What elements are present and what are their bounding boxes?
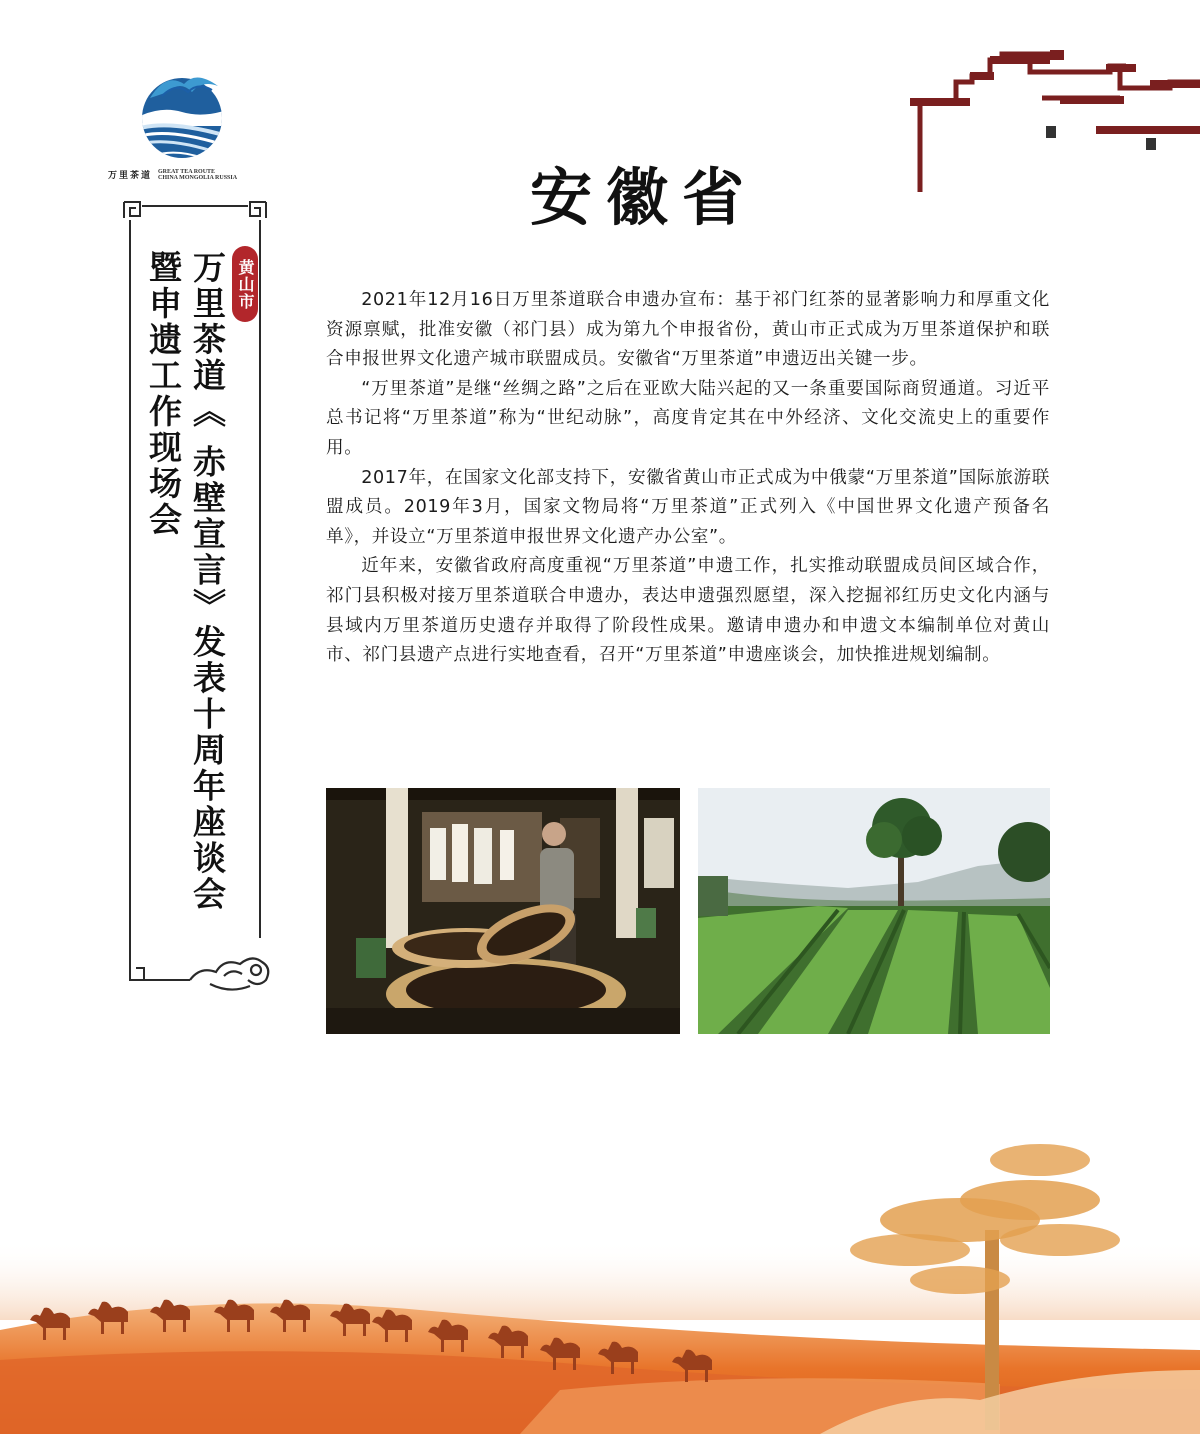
city-badge: 黄山市 [232, 246, 258, 322]
sidebar-title-line1: 万里茶道《 赤壁宣言》发表十周年座谈会 [188, 250, 227, 913]
tea-processing-image [326, 788, 680, 1034]
article-paragraph: 近年来，安徽省政府高度重视“万里茶道”申遗工作，扎实推动联盟成员间区域合作，祁门县积极对接万里茶道联合申遗办，表达申遗强烈愿望，深入挖掘祁红历史文化内涵与县域内万里茶道历史遗存并取得了阶段性成果。邀请申遗办和申遗文本编制单位对黄山市、祁门县遗产点进行实地查看，召开“万里茶道”申遗座谈会，加快推进规划编制。 [326, 556, 1050, 666]
sidebar-title-line2: 暨申遗工作现场会 [144, 250, 183, 538]
logo-name-en [158, 169, 237, 181]
tea-processing-photo [326, 788, 680, 1034]
logo-name-en-line1: GREAT TEA ROUTE [158, 168, 216, 175]
article-body [326, 286, 1050, 671]
logo-name-en-line2: CHINA MONGOLIA RUSSIA [158, 174, 238, 181]
logo-name-cn: 万里茶道 [108, 171, 153, 181]
logo-caption [108, 168, 248, 181]
article-paragraph: 2021年12月16日万里茶道联合申遗办宣布：基于祁门红茶的显著影响力和厚重文化资源禀赋，批准安徽（祁门县）成为第九个申报省份，黄山市正式成为万里茶道保护和联合申报世界文化遗产城市联盟成员。安徽省“万里茶道”申遗迈出关键一步。 [326, 290, 1050, 370]
tea-garden-photo [698, 788, 1050, 1034]
huizhou-house-illustration [910, 42, 1200, 192]
tea-garden-image [698, 788, 1050, 1034]
page-title: 安徽省 [530, 161, 759, 234]
article-paragraph: “万里茶道”是继“丝绸之路”之后在亚欧大陆兴起的又一条重要国际商贸通道。习近平总书记将“万里茶道”称为“世纪动脉”，高度肯定其在中外经济、文化交流史上的重要作用。 [326, 378, 1050, 458]
desert-caravan-illustration [0, 1140, 1200, 1434]
article-paragraph: 2017年，在国家文化部支持下，安徽省黄山市正式成为中俄蒙“万里茶道”国际旅游联盟成员。2019年3月，国家文物局将“万里茶道”正式列入《中国世界文化遗产预备名单》，并设立“万里茶道申报世界文化遗产办公室”。 [326, 467, 1050, 547]
